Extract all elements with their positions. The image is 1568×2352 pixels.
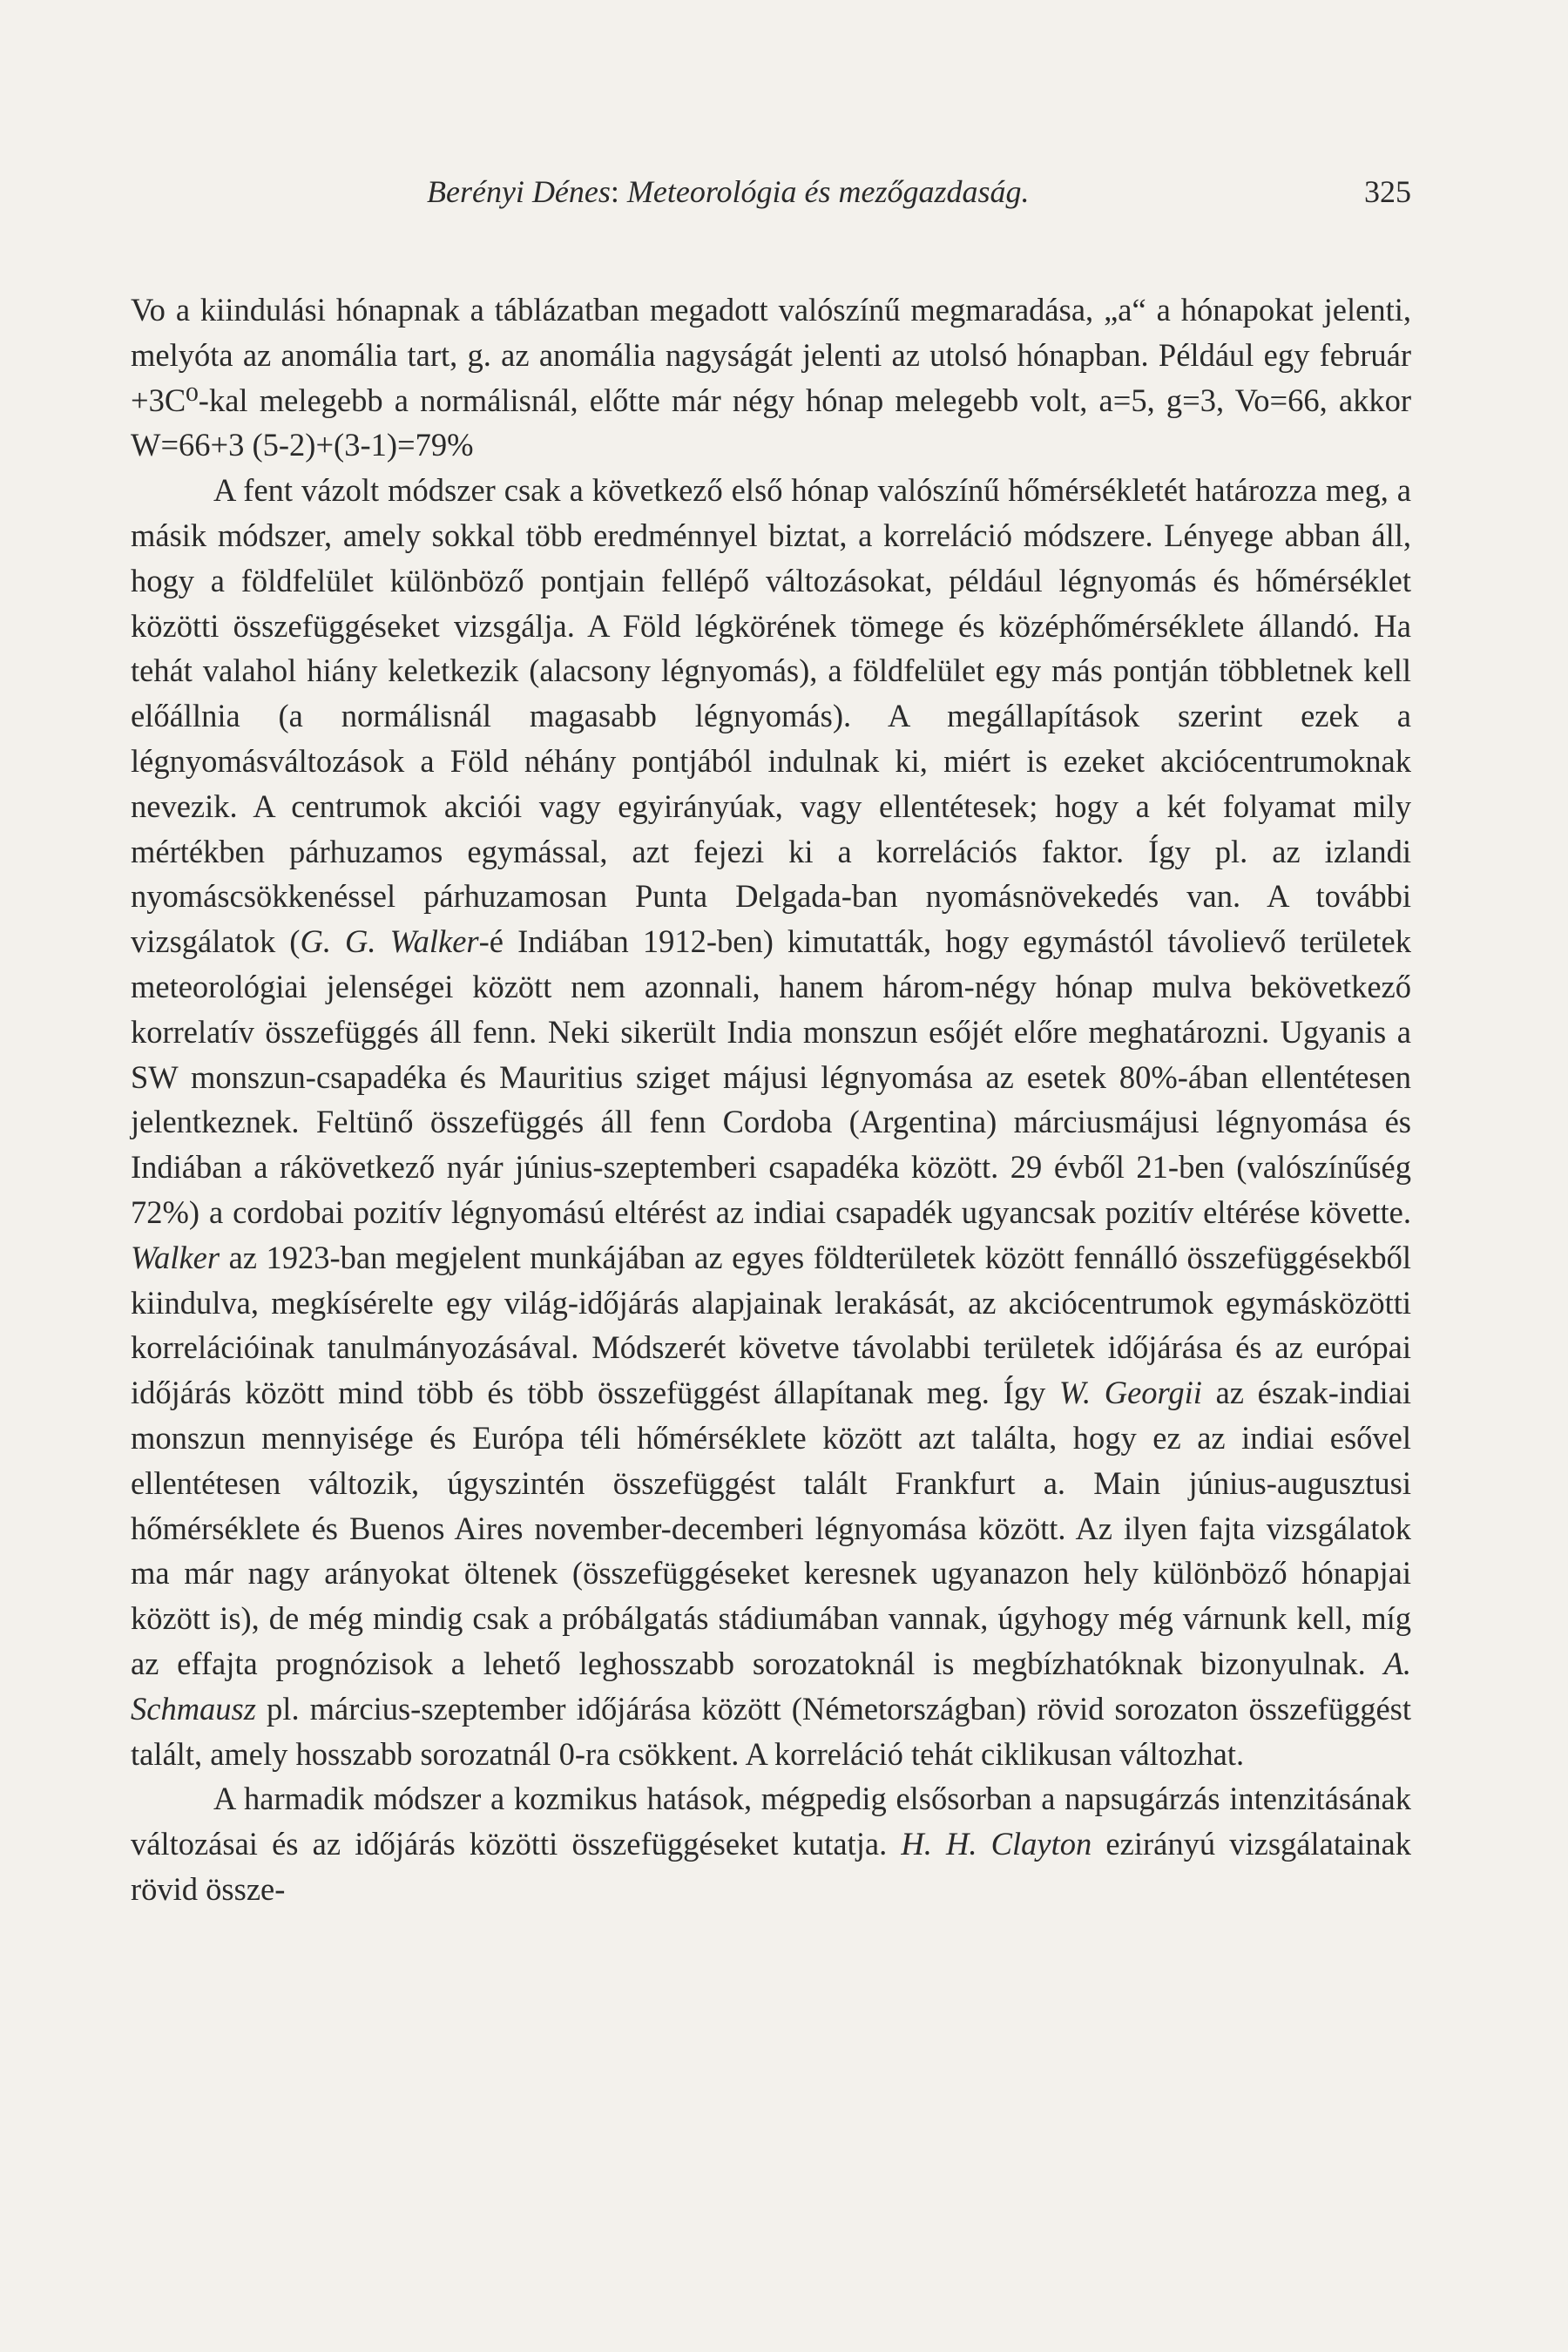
paragraph-2 (131, 468, 1411, 1776)
text-run: -é Indiában 1912-ben) kimutatták, hogy egymástól távolievő területek meteorológiai jelenségei között nem azonnali, hanem három-négy hónap mulva bekövetkező korrelatív összefüggés áll fenn. Neki sikerült India monszun esőjét előre meghatározni. Ugyanis a SW monszun-csapadéka és Mauritius sziget májusi légnyomása az esetek 80%-ában ellentétesen jelentkeznek. Feltünő összefüggés áll fenn Cordoba (Argentina) márciusmájusi légnyomása és Indiában a rákövetkező nyár június-szeptemberi csapadéka között. 29 évből 21-ben (valószínűség 72%) a cordobai pozitív légnyomású eltérést az indiai csapadék ugyancsak pozitív eltérése követte. (131, 923, 1411, 1230)
text-run: A fent vázolt módszer csak a következő első hónap valószínű hőmérsékletét határozza meg, a másik módszer, amely sokkal több eredménnyel biztat, a korreláció módszere. Lényege abban áll, hogy a földfelület különböző pontjain fellépő változásokat, például légnyomás és hőmérséklet közötti összefüggéseket vizsgálja. A Föld légkörének tömege és középhőmérséklete állandó. Ha tehát valahol hiány keletkezik (alacsony légnyomás), a földfelület egy más pontján többletnek kell előállnia (a normálisnál magasabb légnyomás). A megállapítások szerint ezek a légnyomásváltozások a Föld néhány pontjából indulnak ki, miért is ezeket akciócentrumoknak nevezik. A centrumok akciói vagy egyirányúak, vagy ellentétesek; hogy a két folyamat mily mértékben párhuzamos egymással, azt fejezi ki a korrelációs faktor. Így pl. az izlandi nyomáscsökkenéssel párhuzamosan Punta Delgada-ban nyomásnövekedés van. A további vizsgálatok ( (131, 472, 1411, 960)
text-run: ezirányú vizsgálatainak rövid össze- (131, 1826, 1412, 1907)
running-header (427, 166, 1411, 218)
header-title: Meteorológia és mezőgazdaság. (626, 174, 1030, 209)
italic-name: G. G. Walker (300, 923, 479, 960)
body-text (131, 287, 1411, 1912)
header-colon: : (610, 174, 619, 209)
italic-name: W. Georgii (1058, 1375, 1202, 1411)
header-author: Berényi Dénes (427, 174, 611, 209)
italic-name: Walker (131, 1239, 220, 1275)
text-run: pl. március-szeptember időjárása között (Németországban) rövid sorozaton összefüggést talált, amely hosszabb sorozatnál 0-ra csökkent. A korreláció tehát ciklikusan változhat. (131, 1690, 1411, 1772)
paragraph-1: Vo a kiindulási hónapnak a táblázatban megadott valószínű megmaradása, „a“ a hónapokat jelenti, melyóta az anomália tart, g. az anomália nagyságát jelenti az utolsó hónapban. Például egy február +3C⁰-kal melegebb a normálisnál, előtte már négy hónap melegebb volt, a=5, g=3, Vo=66, akkor W=66+3 (5-2)+(3-1)=79% (131, 292, 1411, 463)
page-number: 325 (1364, 174, 1411, 209)
text-run: az 1923-ban megjelent munkájában az egyes földterületek között fennálló összefüggésekből kiindulva, megkísérelte egy világ-időjárás alapjainak lerakását, az akciócentrumok egymásközötti korrelációinak tanulmányozásával. Módszerét követve távolabbi területek időjárása és az európai időjárás között mind több és több összefüggést állapítanak meg. Így (131, 1239, 1411, 1411)
italic-name: A. Schmausz (131, 1645, 1411, 1727)
text-run: az észak-indiai monszun mennyisége és Európa téli hőmérséklete között azt találta, hogy ez az indiai esővel ellentétesen változik, úgyszintén összefüggést talált Frankfurt a. Main június-augusztusi hőmérséklete és Buenos Aires november-decemberi légnyomása között. Az ilyen fajta vizsgálatok ma már nagy arányokat öltenek (összefüggéseket keresnek ugyanazon hely különböző hónapjai között is), de még mindig csak a próbálgatás stádiumában vannak, úgyhogy még várnunk kell, míg az effajta prognózisok a lehető leghosszabb sorozatoknál is megbízhatóknak bizonyulnak. (131, 1375, 1412, 1681)
paragraph-3 (131, 1776, 1411, 1911)
italic-name: H. H. Clayton (901, 1826, 1092, 1862)
text-run: A harmadik módszer a kozmikus hatások, mégpedig elsősorban a napsugárzás intenzitásának változásai és az időjárás közötti összefüggéseket kutatja. (131, 1781, 1411, 1862)
